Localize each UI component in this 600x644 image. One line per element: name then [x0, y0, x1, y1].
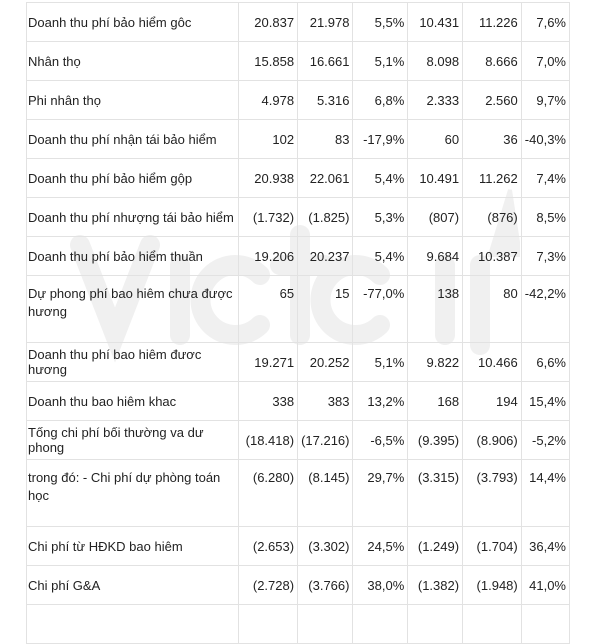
cell-value: 19.206	[239, 237, 298, 276]
cell-value: 7,0%	[521, 42, 569, 81]
empty-cell	[239, 605, 298, 644]
cell-value: (17.216)	[298, 421, 353, 460]
cell-value: 5.316	[298, 81, 353, 120]
cell-value: (1.704)	[463, 527, 522, 566]
cell-value: 10.491	[408, 159, 463, 198]
empty-cell	[408, 605, 463, 644]
cell-value: 60	[408, 120, 463, 159]
cell-value: -42,2%	[521, 276, 569, 343]
cell-value: (3.793)	[463, 460, 522, 527]
cell-value: (1.382)	[408, 566, 463, 605]
table-row	[27, 198, 570, 237]
empty-cell	[521, 605, 569, 644]
cell-value: 80	[463, 276, 522, 343]
table-row	[27, 527, 570, 566]
cell-value: 19.271	[239, 343, 298, 382]
cell-value: 36,4%	[521, 527, 569, 566]
row-label: Doanh thu phí bao hiêm đươc hương	[27, 343, 239, 382]
cell-value: 15	[298, 276, 353, 343]
cell-value: (6.280)	[239, 460, 298, 527]
row-label: Chi phí G&A	[27, 566, 239, 605]
row-label: Phi nhân thọ	[27, 81, 239, 120]
cell-value: 20.252	[298, 343, 353, 382]
cell-value: -5,2%	[521, 421, 569, 460]
empty-cell	[463, 605, 522, 644]
cell-value: 15.858	[239, 42, 298, 81]
cell-value: 9,7%	[521, 81, 569, 120]
cell-value: (876)	[463, 198, 522, 237]
cell-value: 2.560	[463, 81, 522, 120]
cell-value: 11.226	[463, 3, 522, 42]
table-row	[27, 343, 570, 382]
cell-value: 65	[239, 276, 298, 343]
cell-value: (18.418)	[239, 421, 298, 460]
cell-value: 2.333	[408, 81, 463, 120]
cell-value: 9.684	[408, 237, 463, 276]
row-label: Tống chi phí bối thường va dư phong	[27, 421, 239, 460]
row-label: Doanh thu bao hiêm khac	[27, 382, 239, 421]
cell-value: 41,0%	[521, 566, 569, 605]
cell-value: 38,0%	[353, 566, 408, 605]
cell-value: 338	[239, 382, 298, 421]
cell-value: 9.822	[408, 343, 463, 382]
cell-value: 8,5%	[521, 198, 569, 237]
table-row	[27, 120, 570, 159]
row-label: Doanh thu phí nhượng tái bảo hiểm	[27, 198, 239, 237]
table-row	[27, 42, 570, 81]
row-label: trong đó: - Chi phí dự phòng toán học	[27, 460, 239, 527]
cell-value: 5,1%	[353, 42, 408, 81]
cell-value: (807)	[408, 198, 463, 237]
table-row	[27, 566, 570, 605]
row-label: Doanh thu phí bảo hiểm gộp	[27, 159, 239, 198]
cell-value: 13,2%	[353, 382, 408, 421]
cell-value: 8.098	[408, 42, 463, 81]
cell-value: 10.466	[463, 343, 522, 382]
cell-value: (1.825)	[298, 198, 353, 237]
row-label: Doanh thu phí bảo hiểm thuần	[27, 237, 239, 276]
cell-value: 7,3%	[521, 237, 569, 276]
cell-value: 383	[298, 382, 353, 421]
table-row	[27, 3, 570, 42]
cell-value: 8.666	[463, 42, 522, 81]
cell-value: 14,4%	[521, 460, 569, 527]
cell-value: 168	[408, 382, 463, 421]
row-label: Nhân thọ	[27, 42, 239, 81]
cell-value: (8.906)	[463, 421, 522, 460]
cell-value: 5,4%	[353, 159, 408, 198]
row-label: Doanh thu phí bảo hiểm gôc	[27, 3, 239, 42]
cell-value: 5,4%	[353, 237, 408, 276]
cell-value: 11.262	[463, 159, 522, 198]
cell-value: 15,4%	[521, 382, 569, 421]
cell-value: -6,5%	[353, 421, 408, 460]
table-row-partial	[27, 605, 570, 644]
row-label: Dự phong phí bao hiêm chưa được hương	[27, 276, 239, 343]
cell-value: 16.661	[298, 42, 353, 81]
cell-value: 5,1%	[353, 343, 408, 382]
cell-value: (3.315)	[408, 460, 463, 527]
cell-value: 29,7%	[353, 460, 408, 527]
empty-cell	[298, 605, 353, 644]
cell-value: 20.837	[239, 3, 298, 42]
cell-value: (8.145)	[298, 460, 353, 527]
cell-value: (3.302)	[298, 527, 353, 566]
empty-cell	[353, 605, 408, 644]
cell-value: -77,0%	[353, 276, 408, 343]
cell-value: 36	[463, 120, 522, 159]
cell-value: 4.978	[239, 81, 298, 120]
cell-value: 83	[298, 120, 353, 159]
cell-value: 22.061	[298, 159, 353, 198]
table-row	[27, 421, 570, 460]
cell-value: (9.395)	[408, 421, 463, 460]
row-label: Chi phí từ HĐKD bao hiêm	[27, 527, 239, 566]
financial-table	[26, 2, 570, 644]
cell-value: (3.766)	[298, 566, 353, 605]
cell-value: 21.978	[298, 3, 353, 42]
cell-value: (1.249)	[408, 527, 463, 566]
cell-value: 138	[408, 276, 463, 343]
cell-value: 102	[239, 120, 298, 159]
row-label: Doanh thu phí nhận tái bảo hiểm	[27, 120, 239, 159]
cell-value: -17,9%	[353, 120, 408, 159]
cell-value: 20.938	[239, 159, 298, 198]
table-row	[27, 276, 570, 343]
cell-value: (2.728)	[239, 566, 298, 605]
cell-value: 7,4%	[521, 159, 569, 198]
cell-value: 6,6%	[521, 343, 569, 382]
table-row	[27, 237, 570, 276]
table-row	[27, 382, 570, 421]
table-row	[27, 81, 570, 120]
cell-value: (1.732)	[239, 198, 298, 237]
table-row	[27, 159, 570, 198]
cell-value: -40,3%	[521, 120, 569, 159]
cell-value: 7,6%	[521, 3, 569, 42]
empty-cell	[27, 605, 239, 644]
cell-value: 20.237	[298, 237, 353, 276]
cell-value: 194	[463, 382, 522, 421]
cell-value: 24,5%	[353, 527, 408, 566]
cell-value: 6,8%	[353, 81, 408, 120]
table-row	[27, 460, 570, 527]
cell-value: 10.431	[408, 3, 463, 42]
cell-value: (2.653)	[239, 527, 298, 566]
cell-value: 5,5%	[353, 3, 408, 42]
cell-value: (1.948)	[463, 566, 522, 605]
cell-value: 10.387	[463, 237, 522, 276]
cell-value: 5,3%	[353, 198, 408, 237]
